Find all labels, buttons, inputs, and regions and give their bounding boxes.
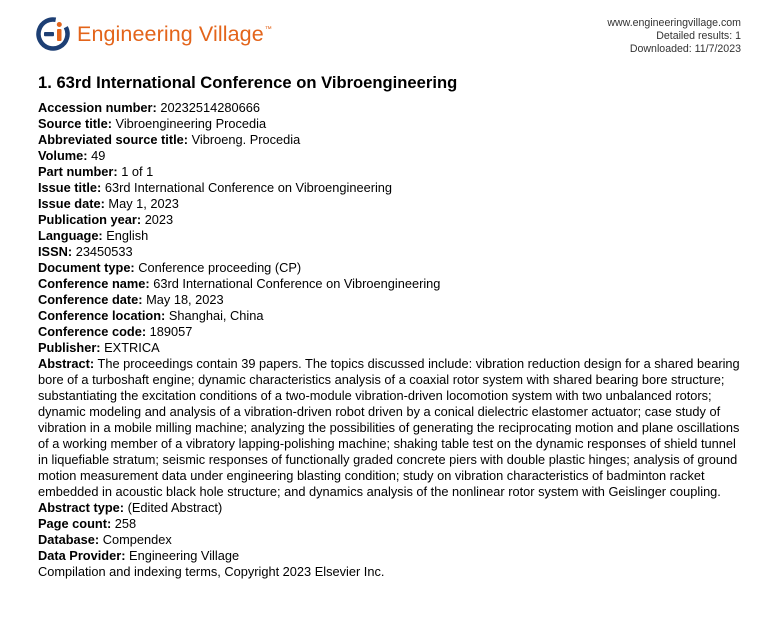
field-label: Database: — [38, 532, 100, 547]
field-row — [38, 548, 744, 564]
download-date: Downloaded: 11/7/2023 — [629, 43, 741, 55]
field-label: Abbreviated source title: — [38, 132, 189, 147]
field-row — [38, 148, 744, 164]
field-value: Compendex — [102, 532, 172, 547]
field-label: Document type: — [38, 260, 135, 275]
field-label: Volume: — [38, 148, 88, 163]
field-value: Shanghai, China — [168, 308, 264, 323]
field-value: 49 — [91, 148, 106, 163]
detailed-results-count: Detailed results: 1 — [656, 30, 741, 42]
field-value: English — [106, 228, 149, 243]
field-label: Abstract type: — [38, 500, 125, 515]
field-row — [38, 180, 744, 196]
field-value: 63rd International Conference on Vibroengineering — [104, 180, 393, 195]
field-value: EXTRICA — [104, 340, 160, 355]
copyright-line: Compilation and indexing terms, Copyright 2023 Elsevier Inc. — [38, 564, 385, 579]
field-value: May 1, 2023 — [108, 196, 179, 211]
field-value: Vibroeng. Procedia — [191, 132, 301, 147]
field-row — [38, 116, 744, 132]
field-row — [38, 308, 744, 324]
field-label: Issue date: — [38, 196, 105, 211]
field-label: Conference code: — [38, 324, 147, 339]
field-value: 258 — [114, 516, 137, 531]
field-value: 1 of 1 — [121, 164, 154, 179]
logo-text: Engineering Village — [77, 21, 264, 46]
engineering-village-logo — [36, 17, 272, 51]
field-row — [38, 516, 744, 532]
site-url: www.engineeringvillage.com — [607, 17, 741, 29]
record-1 — [38, 73, 744, 580]
field-row — [38, 132, 744, 148]
field-label: Publisher: — [38, 340, 101, 355]
field-label: ISSN: — [38, 244, 73, 259]
field-value: (Edited Abstract) — [127, 500, 223, 515]
field-label: Language: — [38, 228, 103, 243]
field-label: Data Provider: — [38, 548, 126, 563]
field-row — [38, 500, 744, 516]
field-value: Conference proceeding (CP) — [138, 260, 302, 275]
field-row — [38, 276, 744, 292]
ev-logo-icon — [36, 17, 70, 51]
field-row — [38, 260, 744, 276]
field-value: 2023 — [144, 212, 174, 227]
record-trailing-fields — [38, 500, 744, 564]
field-label: Part number: — [38, 164, 118, 179]
field-row — [38, 292, 744, 308]
field-label: Accession number: — [38, 100, 157, 115]
field-row — [38, 324, 744, 340]
field-value: 20232514280666 — [160, 100, 260, 115]
field-value: 23450533 — [75, 244, 133, 259]
field-label: Source title: — [38, 116, 112, 131]
field-row — [38, 100, 744, 116]
abstract-label: Abstract: — [38, 356, 95, 371]
document-meta — [607, 17, 741, 56]
field-label: Page count: — [38, 516, 112, 531]
field-value: Engineering Village — [129, 548, 240, 563]
field-label: Conference date: — [38, 292, 143, 307]
field-row — [38, 228, 744, 244]
field-row — [38, 244, 744, 260]
field-row — [38, 164, 744, 180]
field-label: Issue title: — [38, 180, 102, 195]
field-value: May 18, 2023 — [146, 292, 224, 307]
field-label: Publication year: — [38, 212, 142, 227]
field-row — [38, 196, 744, 212]
field-row — [38, 212, 744, 228]
abstract-text: The proceedings contain 39 papers. The topics discussed include: vibration reduction design for a shared bearing bore of a turboshaft engine; dynamic characteristics analysis of a coaxial rotor system with shared bearing bore structure; substantiating the excitation conditions of a two-module vibration-driven locomotion system with two unbalanced rotors; dynamic modeling and analysis of a vibration-driven robot driven by a conical dielectric elastomer actuator; case study of vibration in a mobile milling machine; analyzing the possibilities of generating the reciprocating motion and plane oscillations of a working member of a vibratory lapping-polishing machine; shaking table test on the dynamic responses of shield tunnel in liquefiable stratum; seismic responses of functionally graded concrete piers with double plastic hinges; analysis of ground motion measurement data under engineering blasting condition; study on vibration characteristics of badminton racket embedded in acoustic black hole structure; and dynamics analysis of the nonlinear rotor system with Geislinger coupling. — [38, 356, 740, 499]
record-title: 1. 63rd International Conference on Vibroengineering — [38, 73, 458, 92]
field-value: Vibroengineering Procedia — [115, 116, 267, 131]
field-row — [38, 340, 744, 356]
field-label: Conference name: — [38, 276, 150, 291]
field-label: Conference location: — [38, 308, 166, 323]
logo-wordmark — [77, 22, 272, 47]
abstract-block — [38, 356, 744, 500]
record-fields — [38, 100, 744, 356]
field-row — [38, 532, 744, 548]
field-value: 63rd International Conference on Vibroengineering — [153, 276, 441, 291]
field-value: 189057 — [149, 324, 193, 339]
trademark-symbol: ™ — [264, 25, 272, 33]
